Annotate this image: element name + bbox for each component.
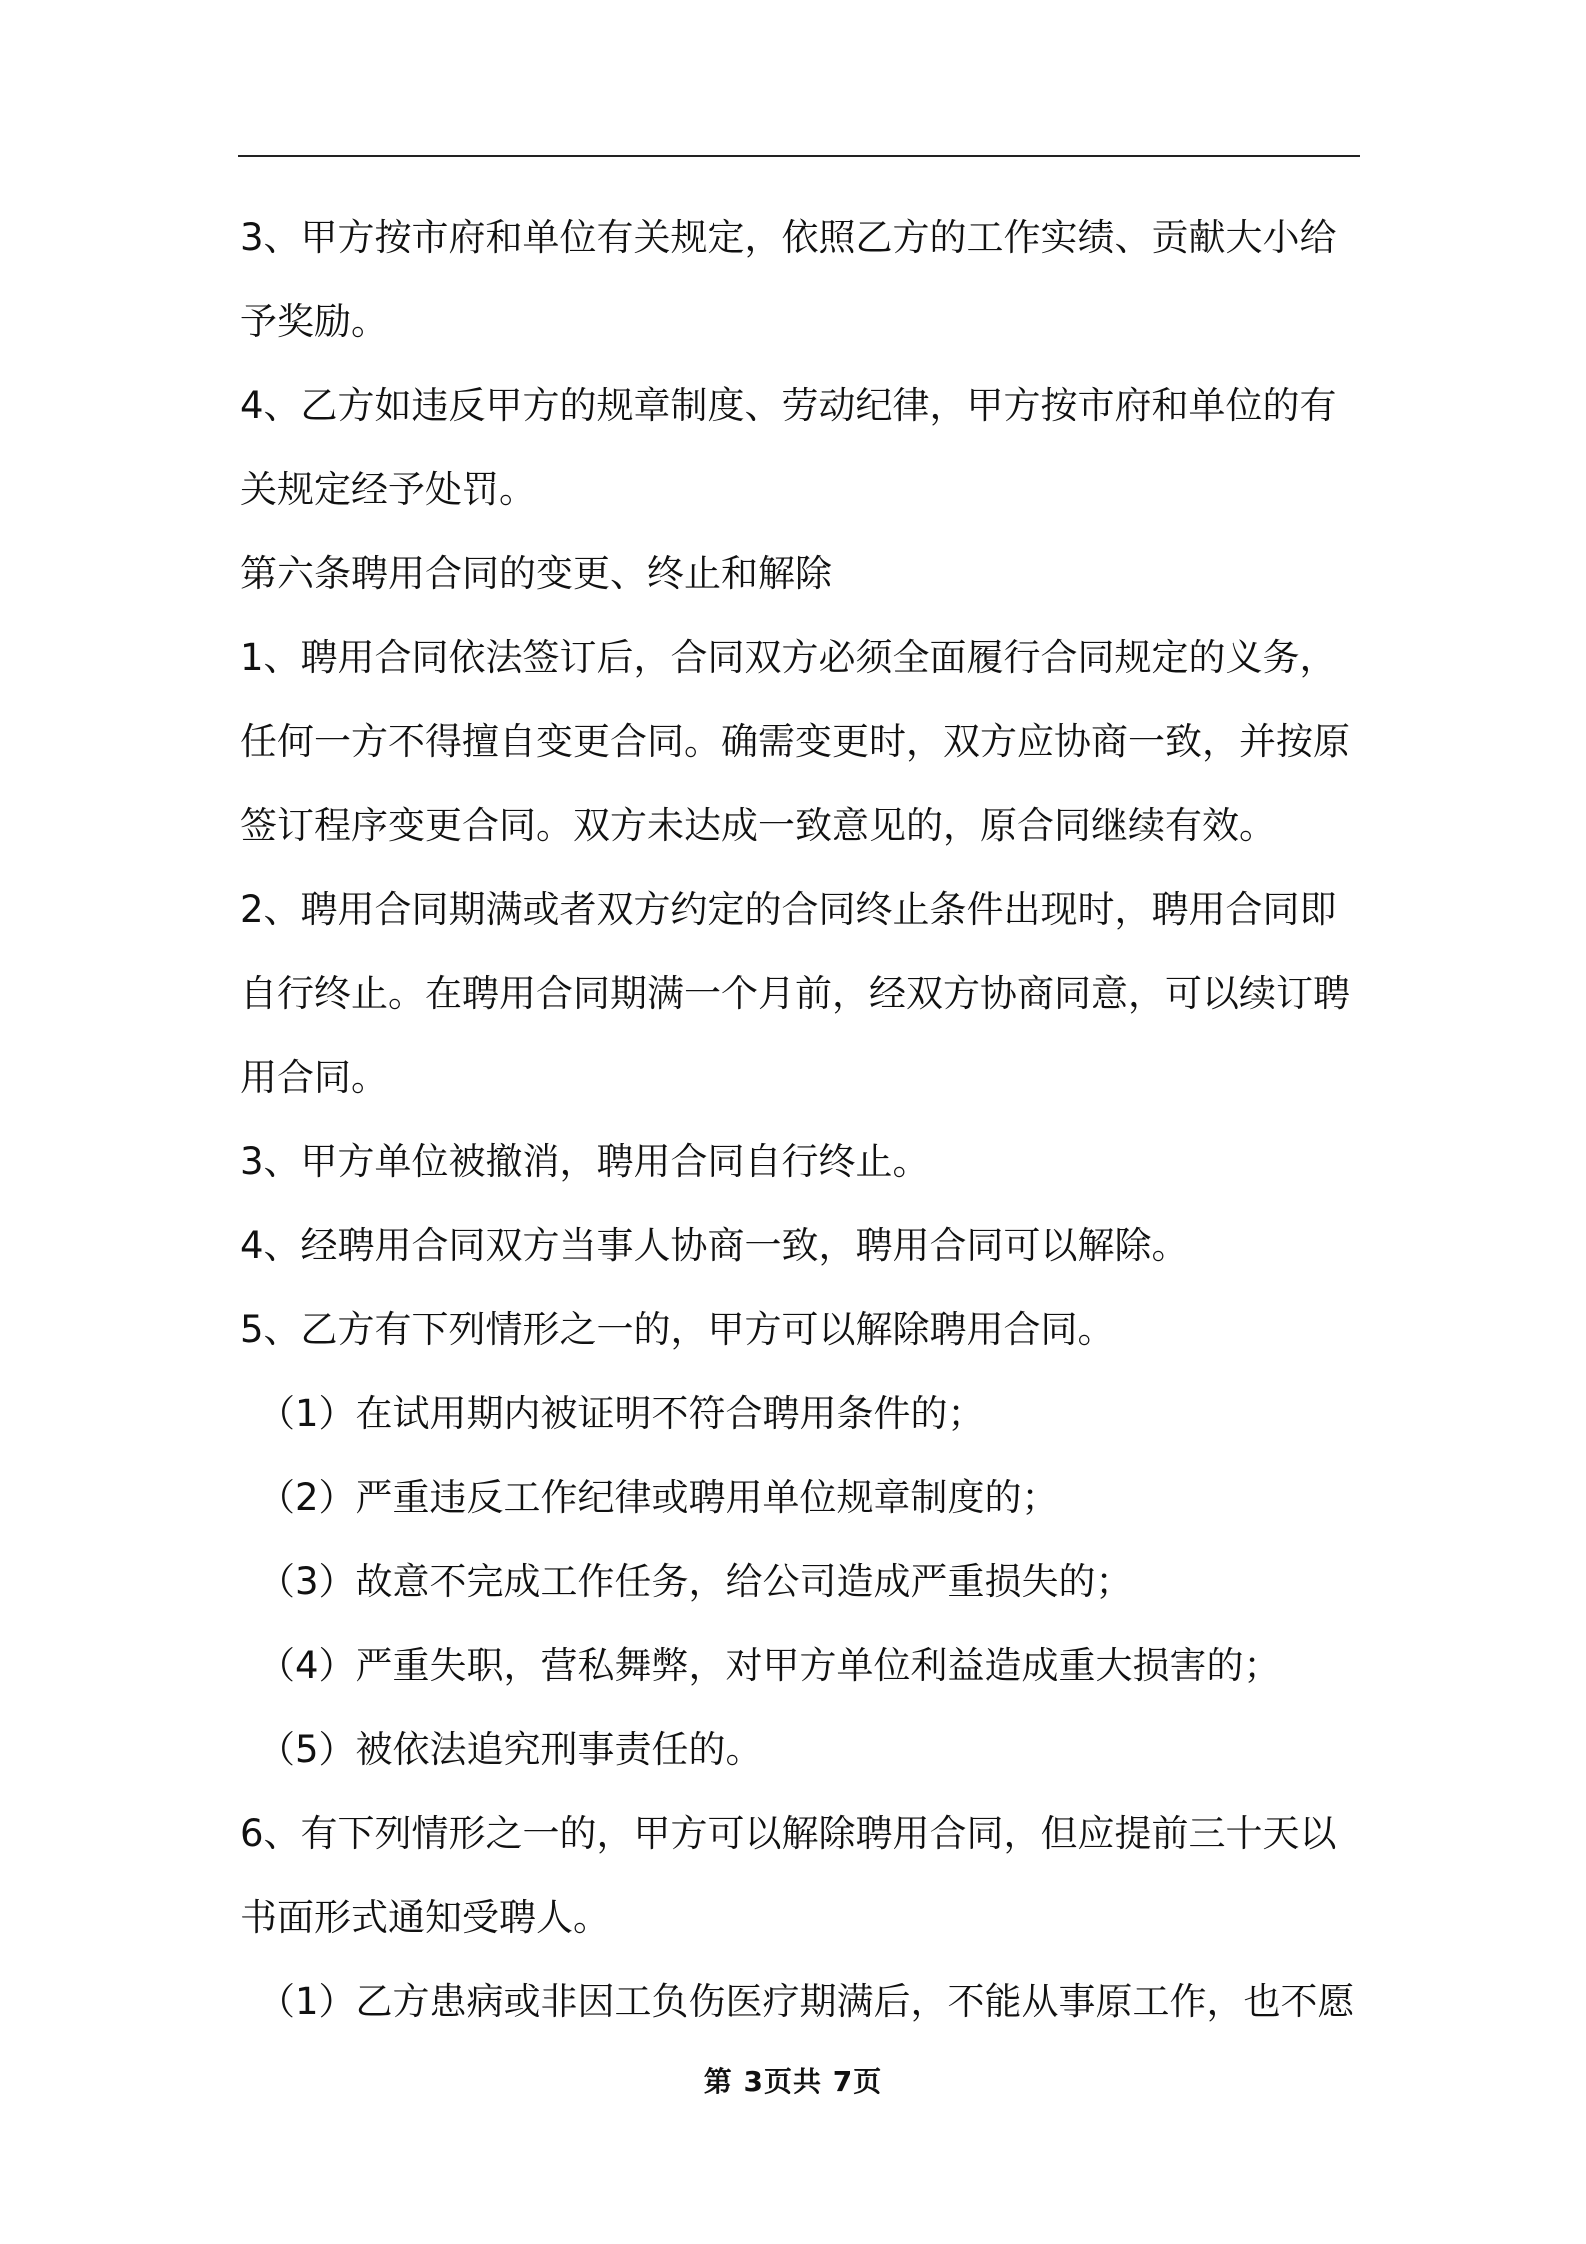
section-heading: 第六条聘用合同的变更、终止和解除 <box>240 552 832 595</box>
header-rule <box>238 155 1360 157</box>
text-line: 任何一方不得擅自变更合同。确需变更时，双方应协商一致，并按原 <box>240 720 1350 763</box>
list-item: （2）严重违反工作纪律或聘用单位规章制度的； <box>258 1476 1059 1519</box>
list-item: （4）严重失职，营私舞弊，对甲方单位利益造成重大损害的； <box>258 1644 1281 1687</box>
text-line: 自行终止。在聘用合同期满一个月前，经双方协商同意，可以续订聘 <box>240 972 1350 1015</box>
text-line: 签订程序变更合同。双方未达成一致意见的，原合同继续有效。 <box>240 804 1276 847</box>
list-item: （3）故意不完成工作任务，给公司造成严重损失的； <box>258 1560 1133 1603</box>
text-line: 2、聘用合同期满或者双方约定的合同终止条件出现时，聘用合同即 <box>240 888 1337 931</box>
text-line: 4、经聘用合同双方当事人协商一致，聘用合同可以解除。 <box>240 1224 1189 1267</box>
page-number: 第 3页共 7页 <box>703 2065 883 2098</box>
list-item: （1）在试用期内被证明不符合聘用条件的； <box>258 1392 985 1435</box>
text-line: 用合同。 <box>240 1056 388 1099</box>
text-line: 6、有下列情形之一的，甲方可以解除聘用合同，但应提前三十天以 <box>240 1812 1337 1855</box>
list-item: （5）被依法追究刑事责任的。 <box>258 1728 763 1771</box>
text-line: 关规定经予处罚。 <box>240 468 536 511</box>
list-item: （1）乙方患病或非因工负伤医疗期满后，不能从事原工作，也不愿 <box>258 1980 1355 2023</box>
text-line: 3、甲方按市府和单位有关规定，依照乙方的工作实绩、贡献大小给 <box>240 216 1337 259</box>
text-line: 书面形式通知受聘人。 <box>240 1896 610 1939</box>
text-line: 4、乙方如违反甲方的规章制度、劳动纪律，甲方按市府和单位的有 <box>240 384 1337 427</box>
text-line: 予奖励。 <box>240 300 388 343</box>
document-body <box>240 196 1362 2044</box>
text-line: 1、聘用合同依法签订后，合同双方必须全面履行合同规定的义务， <box>240 636 1337 679</box>
text-line: 5、乙方有下列情形之一的，甲方可以解除聘用合同。 <box>240 1308 1115 1351</box>
text-line: 3、甲方单位被撤消，聘用合同自行终止。 <box>240 1140 930 1183</box>
